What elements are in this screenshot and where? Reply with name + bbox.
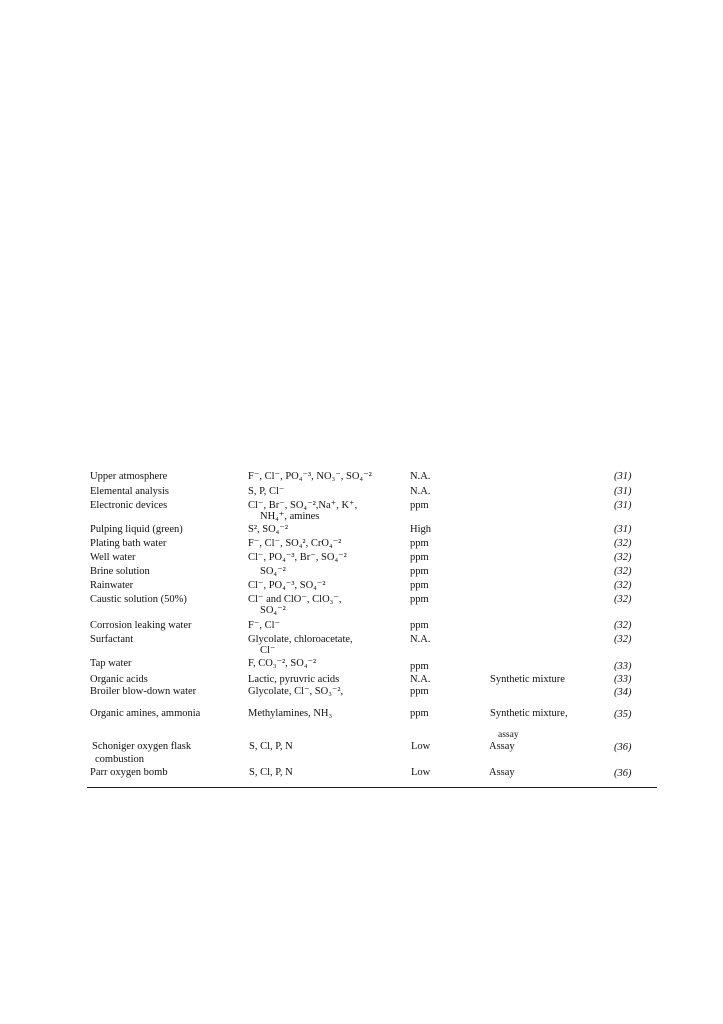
reference-cell: (31) — [614, 500, 632, 511]
table-row — [0, 657, 723, 673]
level-cell: ppm — [410, 708, 429, 719]
level-cell: N.A. — [410, 486, 431, 497]
reference-cell: (33) — [614, 661, 632, 672]
table-bottom-rule — [87, 787, 657, 788]
application-cell: Parr oxygen bomb — [90, 767, 168, 778]
notes-cell-continuation: assay — [498, 730, 519, 740]
notes-cell: Assay — [489, 767, 515, 778]
reference-cell: (32) — [614, 634, 632, 645]
application-cell: Elemental analysis — [90, 486, 170, 497]
application-cell: Pulping liquid (green) — [90, 524, 183, 535]
application-cell: Organic acids — [90, 674, 148, 685]
anions-cell: Cl⁻, Br⁻, SO₄⁻²,Na⁺, K⁺, — [248, 500, 358, 511]
application-cell: Broiler blow-down water — [90, 686, 197, 697]
level-cell: ppm — [410, 538, 429, 549]
level-cell: ppm — [410, 580, 429, 591]
reference-cell: (32) — [614, 538, 632, 549]
application-cell: Corrosion leaking water — [90, 620, 192, 631]
application-cell: Surfactant — [90, 634, 134, 645]
anions-cell: Cl⁻ and ClO⁻, ClO₃⁻, — [248, 594, 342, 605]
notes-cell: Synthetic mixture, — [490, 708, 568, 719]
anions-cell: F⁻, Cl⁻, PO₄⁻³, NO₃⁻, SO₄⁻² — [248, 471, 372, 482]
level-cell: ppm — [410, 686, 429, 697]
application-cell-continuation: combustion — [95, 754, 144, 765]
anions-cell: Cl⁻, PO₄⁻³, Br⁻, SO₄⁻² — [248, 552, 347, 563]
level-cell: N.A. — [410, 674, 431, 685]
application-cell: Tap water — [90, 658, 132, 669]
notes-cell: Assay — [489, 741, 515, 752]
anions-cell: SO₄⁻² — [260, 566, 286, 577]
table-row — [0, 499, 723, 515]
anions-cell: S, P, Cl⁻ — [248, 486, 285, 497]
level-cell: ppm — [410, 500, 429, 511]
level-cell: ppm — [410, 620, 429, 631]
table-row — [0, 470, 723, 486]
reference-cell: (34) — [614, 687, 632, 698]
reference-cell: (31) — [614, 524, 632, 535]
reference-cell: (32) — [614, 566, 632, 577]
reference-cell: (31) — [614, 471, 632, 482]
anions-cell: S², SO₄⁻² — [248, 524, 289, 535]
anions-cell-continuation: Cl⁻ — [260, 645, 276, 656]
anions-cell: Lactic, pyruvric acids — [248, 674, 340, 685]
reference-cell: (33) — [614, 674, 632, 685]
table-row — [0, 685, 723, 701]
anions-cell: Glycolate, Cl⁻, SO₃⁻², — [248, 686, 344, 697]
application-cell: Organic amines, ammonia — [90, 708, 201, 719]
anions-cell: F, CO₃⁻², SO₄⁻² — [248, 658, 317, 669]
application-cell: Well water — [90, 552, 136, 563]
level-cell: ppm — [410, 566, 429, 577]
reference-cell: (31) — [614, 486, 632, 497]
application-cell: Plating bath water — [90, 538, 167, 549]
application-cell: Upper atmosphere — [90, 471, 168, 482]
level-cell: ppm — [410, 552, 429, 563]
reference-cell: (35) — [614, 709, 632, 720]
table-row — [0, 766, 723, 782]
application-cell: Caustic solution (50%) — [90, 594, 187, 605]
anions-cell: Cl⁻, PO₄⁻³, SO₄⁻² — [248, 580, 326, 591]
level-cell: Low — [411, 767, 431, 778]
level-cell: N.A. — [410, 634, 431, 645]
anions-cell: Methylamines, NH₃ — [248, 708, 333, 719]
anions-cell-continuation: SO₄⁻² — [260, 605, 286, 616]
level-cell: N.A. — [410, 471, 431, 482]
notes-cell: Synthetic mixture — [490, 674, 565, 685]
level-cell: High — [410, 524, 431, 535]
table-row — [0, 593, 723, 609]
application-cell: Schoniger oxygen flask — [92, 741, 192, 752]
anions-cell: F⁻, Cl⁻ — [248, 620, 281, 631]
application-cell: Brine solution — [90, 566, 150, 577]
level-cell: Low — [411, 741, 431, 752]
level-cell: ppm — [410, 594, 429, 605]
anions-cell: Glycolate, chloroacetate, — [248, 634, 353, 645]
table-row — [0, 633, 723, 649]
reference-cell: (32) — [614, 552, 632, 563]
application-cell: Rainwater — [90, 580, 134, 591]
table-row — [0, 707, 723, 723]
anions-cell: S, Cl, P, N — [249, 767, 293, 778]
reference-cell: (32) — [614, 594, 632, 605]
reference-cell: (36) — [614, 768, 632, 779]
level-cell: ppm — [410, 661, 429, 672]
reference-cell: (32) — [614, 580, 632, 591]
anions-cell: F⁻, Cl⁻, SO₄², CrO₄⁻² — [248, 538, 342, 549]
reference-cell: (36) — [614, 742, 632, 753]
reference-cell: (32) — [614, 620, 632, 631]
anions-cell-continuation: NH₄⁺, amines — [260, 511, 320, 522]
anions-cell: S, Cl, P, N — [249, 741, 293, 752]
application-cell: Electronic devices — [90, 500, 168, 511]
